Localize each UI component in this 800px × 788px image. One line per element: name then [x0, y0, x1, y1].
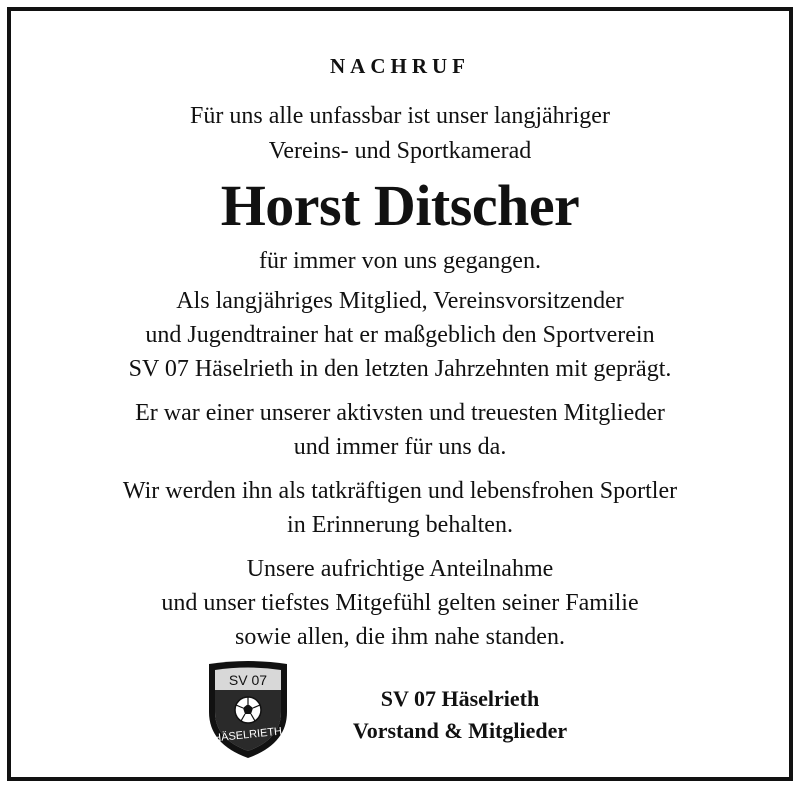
- deceased-name: Horst Ditscher: [220, 173, 580, 238]
- paragraph3-line-2: in Erinnerung behalten.: [287, 512, 513, 538]
- paragraph1-line-3: SV 07 Häselrieth in den letzten Jahrzehnten mit geprägt.: [128, 356, 672, 382]
- football-crest-icon: [203, 660, 293, 760]
- signature-club: SV 07 Häselrieth: [380, 686, 540, 711]
- paragraph2-line-2: und immer für uns da.: [293, 434, 507, 460]
- paragraph1-line-1: Als langjähriges Mitglied, Vereinsvorsitzender: [176, 288, 624, 314]
- paragraph2-line-1: Er war einer unserer aktivsten und treuesten Mitglieder: [135, 400, 665, 426]
- after-name-line: für immer von uns gegangen.: [259, 248, 541, 274]
- crest-bottom-text: HÄSELRIETH: [212, 725, 283, 745]
- crest-top-text: SV 07: [228, 672, 268, 688]
- intro-line-2: Vereins- und Sportkamerad: [268, 138, 532, 164]
- paragraph4-line-1: Unsere aufrichtige Anteilnahme: [246, 556, 554, 582]
- paragraph3-line-1: Wir werden ihn als tatkräftigen und lebensfrohen Sportler: [122, 478, 678, 504]
- paragraph4-line-3: sowie allen, die ihm nahe standen.: [235, 624, 565, 650]
- paragraph1-line-2: und Jugendtrainer hat er maßgeblich den Sportverein: [145, 322, 655, 348]
- heading: NACHRUF: [330, 54, 470, 78]
- paragraph4-line-2: und unser tiefstes Mitgefühl gelten seiner Familie: [161, 590, 639, 616]
- signature-members: Vorstand & Mitglieder: [352, 718, 568, 743]
- intro-line-1: Für uns alle unfassbar ist unser langjähriger: [190, 103, 610, 129]
